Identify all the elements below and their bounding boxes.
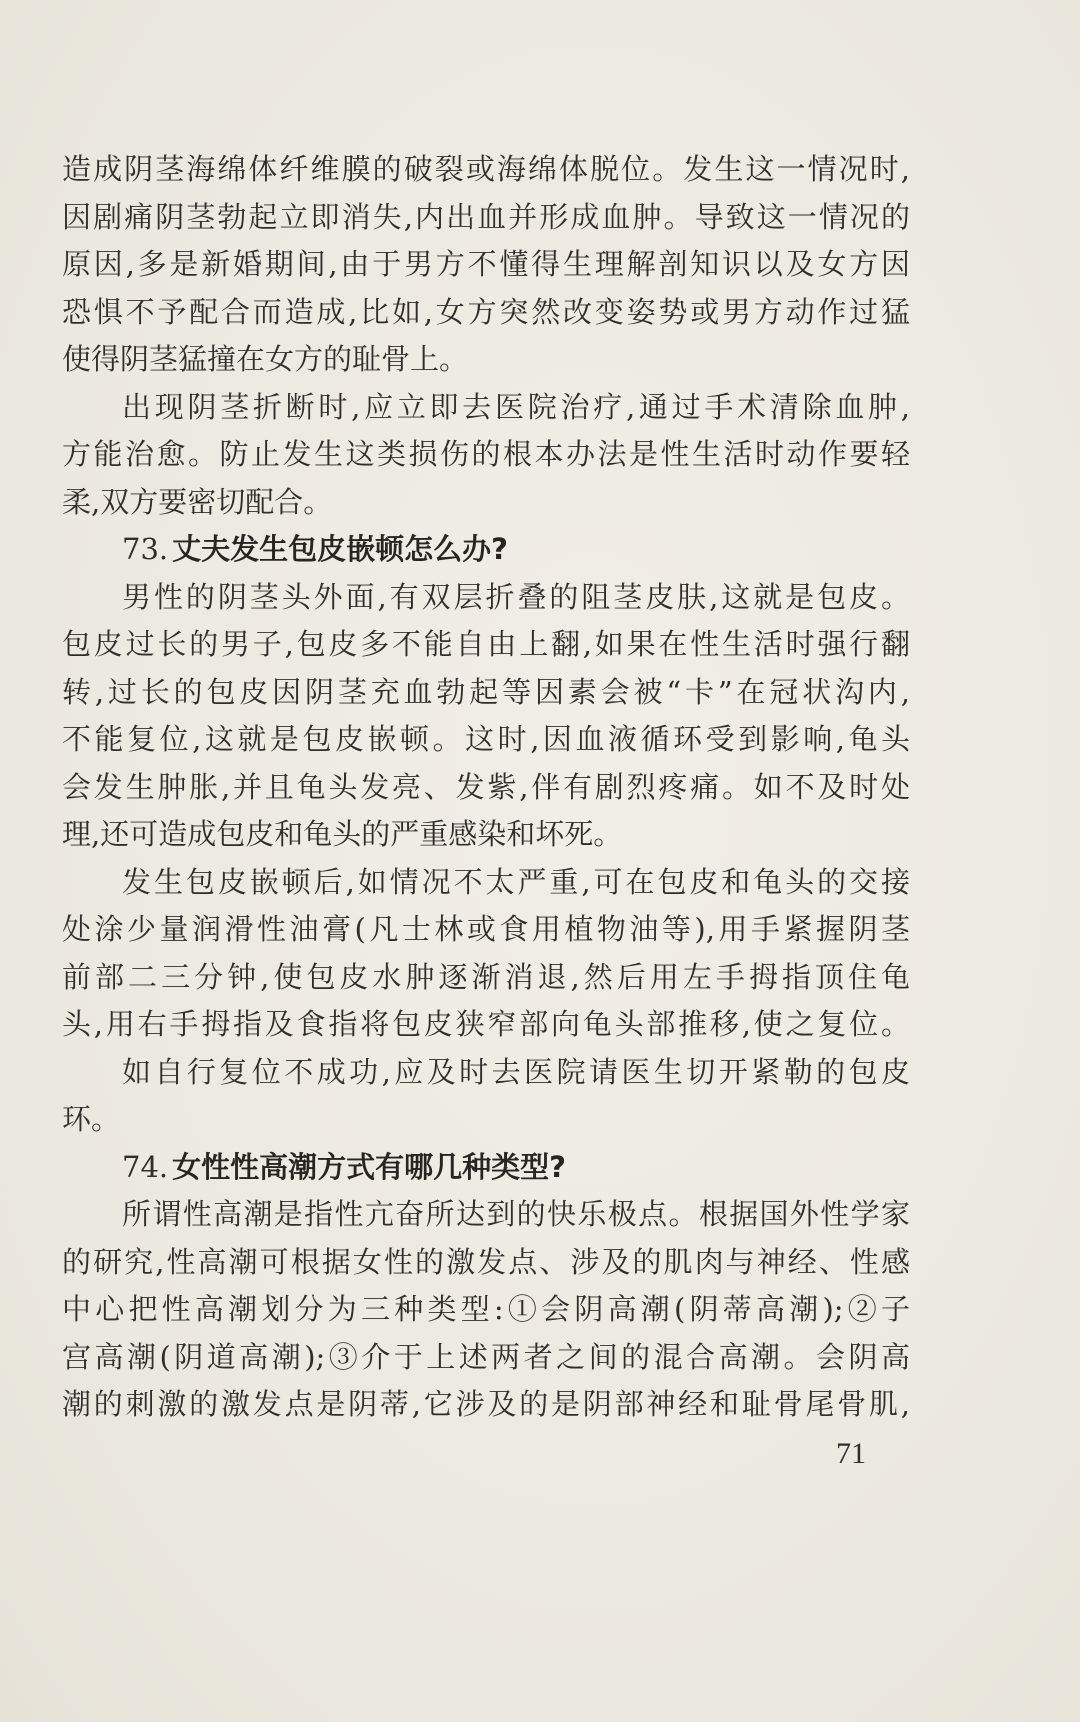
text-line: 造成阴茎海绵体纤维膜的破裂或海绵体脱位。发生这一情况时, [62, 152, 910, 186]
text-line: 的研究,性高潮可根据女性的激发点、涉及的肌肉与神经、性感 [62, 1244, 910, 1279]
text-line: 使得阴茎猛撞在女方的耻骨上。 [62, 342, 469, 376]
text-line: 柔,双方要密切配合。 [62, 484, 333, 519]
text-line: 前部二三分钟,使包皮水肿逐渐消退,然后用左手拇指顶住龟 [62, 959, 910, 994]
paragraph [62, 384, 910, 527]
paragraph [62, 574, 910, 859]
text-line: 宫高潮(阴道高潮);③介于上述两者之间的混合高潮。会阴高 [62, 1339, 910, 1374]
text-line: 转,过长的包皮因阴茎充血勃起等因素会被“卡”在冠状沟内, [62, 674, 910, 709]
paragraph [62, 859, 910, 1049]
heading-number: 73. [122, 532, 169, 566]
text-line: 潮的刺激的激发点是阴蒂,它涉及的是阴部神经和耻骨尾骨肌, [62, 1387, 910, 1421]
text-line: 包皮过长的男子,包皮多不能自由上翻,如果在性生活时强行翻 [62, 627, 910, 661]
page-body [62, 146, 910, 1429]
text-line: 恐惧不予配合而造成,比如,女方突然改变姿势或男方动作过猛 [62, 294, 910, 329]
text-line: 方能治愈。防止发生这类损伤的根本办法是性生活时动作要轻 [62, 437, 910, 471]
heading-title: 女性性高潮方式有哪几种类型? [172, 1149, 566, 1184]
text-line: 原因,多是新婚期间,由于男方不懂得生理解剖知识以及女方因 [62, 247, 910, 281]
text-line: 环。 [62, 1102, 121, 1136]
text-line: 出现阴茎折断时,应立即去医院治疗,通过手术清除血肿, [122, 389, 910, 424]
paragraph [62, 1049, 910, 1144]
page-number: 71 [836, 1437, 866, 1470]
text-line: 处涂少量润滑性油膏(凡士林或食用植物油等),用手紧握阴茎 [62, 912, 910, 946]
section-heading-74 [62, 1144, 910, 1192]
text-line: 头,用右手拇指及食指将包皮狭窄部向龟头部推移,使之复位。 [62, 1007, 910, 1041]
text-line: 理,还可造成包皮和龟头的严重感染和坏死。 [62, 817, 623, 851]
section-heading-73 [62, 526, 910, 574]
heading-number: 74. [122, 1149, 169, 1184]
text-line: 会发生肿胀,并且龟头发亮、发紫,伴有剧烈疼痛。如不及时处 [62, 769, 910, 804]
text-line: 所谓性高潮是指性亢奋所达到的快乐极点。根据国外性学家 [122, 1197, 910, 1231]
text-line: 因剧痛阴茎勃起立即消失,内出血并形成血肿。导致这一情况的 [62, 199, 910, 234]
text-line: 发生包皮嵌顿后,如情况不太严重,可在包皮和龟头的交接 [122, 864, 910, 899]
text-line: 如自行复位不成功,应及时去医院请医生切开紧勒的包皮 [122, 1054, 910, 1089]
text-line: 中心把性高潮划分为三种类型:①会阴高潮(阴蒂高潮);②子 [62, 1292, 910, 1326]
heading-title: 丈夫发生包皮嵌顿怎么办? [172, 532, 508, 566]
paragraph [62, 1191, 910, 1429]
text-line: 男性的阴茎头外面,有双层折叠的阻茎皮肤,这就是包皮。 [122, 579, 910, 614]
paragraph [62, 146, 910, 384]
text-line: 不能复位,这就是包皮嵌顿。这时,因血液循环受到影响,龟头 [62, 722, 910, 756]
